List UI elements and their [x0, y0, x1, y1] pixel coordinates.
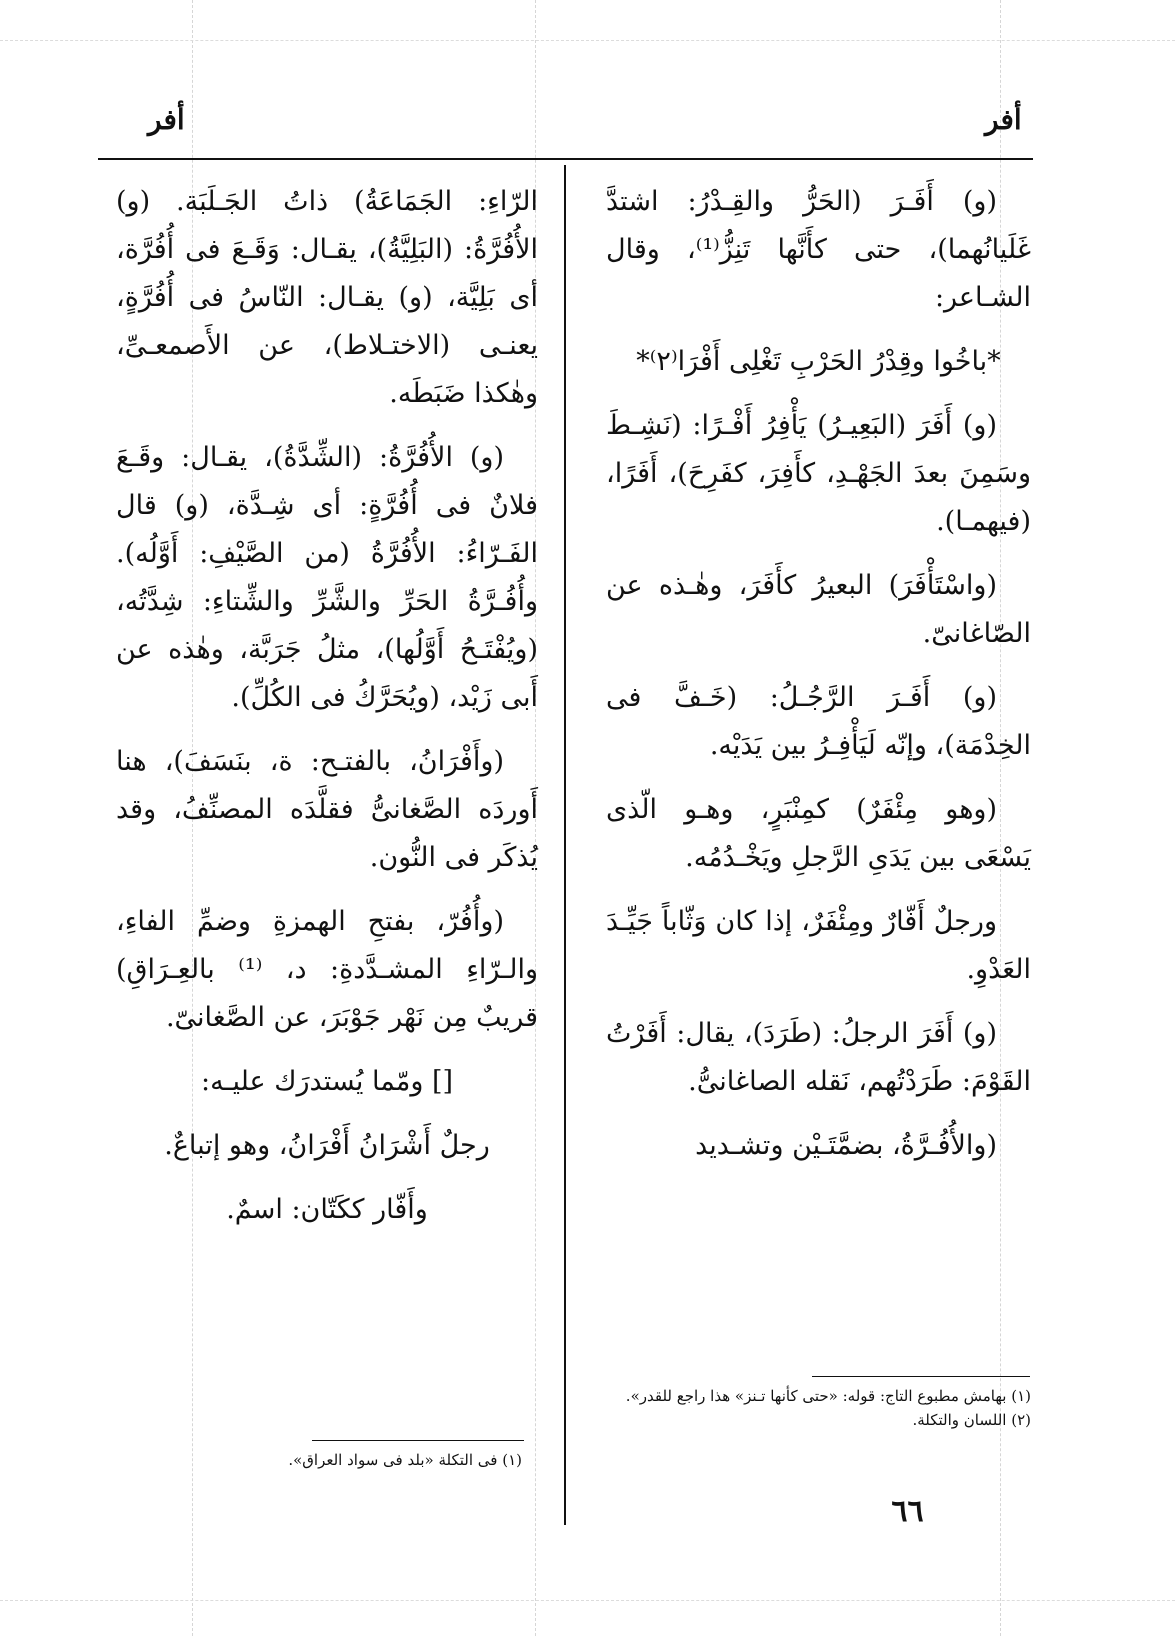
running-header-left: أفر	[148, 103, 185, 136]
paragraph: الرّاءِ: الجَمَاعَةُ) ذاتُ الجَـلَبَة. (و) الأُفُرَّةُ: (البَلِيَّةُ)، يقـال: وَقَـعَ فى أُفُرَّة، أى بَلِيَّة، (و) يقـال: النّاسُ فى أُفُرَّةٍ، يعنـى (الاختـلاط)، عن الأَصمعـىِّ، وهٰكذا ضَبَطَه.	[116, 186, 538, 409]
paragraph: ورجلٌ أَفّارٌ ومِئْفَرٌ، إذا كان وَثّاباً جَيِّـدَ العَدْوِ.	[606, 906, 1031, 985]
running-header-right: أفر	[985, 103, 1022, 136]
right-footnotes	[606, 1384, 1031, 1432]
paragraph: (وأُفُرّ، بفتحِ الهمزةِ وضمِّ الفاءِ، والـرّاءِ المشـدَّدةِ: د، ⁽¹⁾ بالعِـرَاقِ) قريبٌ مِن نَهْر جَوْبَرَ، عن الصَّغانىّ.	[116, 906, 538, 1033]
paragraph: (وأَفْرَانُ، بالفتـح: ة، بنَسَفَ)، هنا أَوردَه الصَّغانىُّ فقلَّدَه المصنِّفُ، وقد يُذكَر فى النُّون.	[116, 746, 538, 873]
paragraph: رجلٌ أَشْرَانُ أَفْرَانُ، وهو إتباعٌ.	[164, 1130, 490, 1161]
paragraph: (و) الأُفُرَّةُ: (الشِّدَّةُ)، يقـال: وقَـعَ فلانٌ فى أُفُرَّةٍ: أى شِـدَّة، (و) قال الفَـرّاءُ: الأُفُرَّةُ (من الصَّيْفِ: أَوَّلُه). وأُفُـرَّةُ الحَرِّ والشَّرِّ والشِّتاءِ: شِدَّتُه، (ويُفْتَـحُ أَوَّلُها)، مثلُ جَرَبَّة، وهٰذه عن أَبى زَيْد، (ويُحَرَّكُ فى الكُلِّ).	[116, 442, 538, 713]
left-column	[116, 178, 538, 1250]
left-footnotes	[116, 1448, 522, 1472]
paragraph: (واسْتَأْفَرَ) البعيرُ كأَفَرَ، وهٰـذه عن الصّاغانىّ.	[606, 570, 1031, 649]
scan-fold-line	[0, 1600, 1175, 1601]
footnote: (١) بهامش مطبوع التاج: قوله: «حتى كأنها تـنز» هذا راجع للقدر».	[625, 1387, 1031, 1405]
section-heading: [] ومّما يُستدرَك عليـه:	[200, 1066, 454, 1097]
scan-fold-line	[0, 40, 1175, 41]
paragraph: (و) أَفَرَ الرجلُ: (طَرَدَ)، يقال: أَفَرْتُ القَوْمَ: طَرَدْتُهم، نَقله الصاغانىُّ.	[606, 1018, 1031, 1097]
paragraph: (والأُفُـرَّةُ، بضمَّتَـيْن وتشـديد	[695, 1130, 997, 1161]
page-number-container	[0, 1494, 1175, 1529]
header-rule	[98, 158, 1033, 160]
paragraph: وأَفّار ككَتّان: اسمٌ.	[226, 1194, 428, 1225]
footnote-rule	[812, 1376, 1030, 1377]
paragraph: (و) أَفَـرَ الرَّجُـلُ: (خَـفَّ فى الخِدْمَة)، وإنّه لَيَأْفِـرُ بين يَدَيْه.	[606, 682, 1031, 761]
paragraph: (و) أَفَرَ (البَعِيـرُ) يَأْفِرُ أَفْـرًا: (نَشِـطَ وسَمِنَ بعدَ الجَهْـدِ، كأَفِرَ، كفَرِحَ)، أَفَرًا، (فيهمـا).	[606, 410, 1031, 537]
verse-line: *باخُوا وقِدْرُ الحَرْبِ تَغْلِى أَفْرَا⁽٢⁾*	[636, 346, 1001, 377]
paragraph: (و) أَفَـرَ (الحَرُّ والقِـدْرُ: اشتدَّ غَلَيانُهما)، حتى كأَنَّها تَنِزُّ⁽¹⁾، وقال الشـاعر:	[606, 186, 1031, 313]
right-column	[606, 178, 1031, 1186]
footnote: (٢) اللسان والتكلة.	[912, 1411, 1031, 1429]
footnote-rule	[312, 1440, 524, 1441]
paragraph: (وهو مِئْفَرٌ) كمِنْبَرٍ، وهـو الّذى يَسْعَى بين يَدَىِ الرَّجلِ ويَخْـدُمُه.	[606, 794, 1031, 873]
page-number: ٦٦	[891, 1494, 924, 1529]
footnote: (١) فى التكلة «بلد فى سواد العراق».	[288, 1451, 522, 1469]
column-divider	[564, 165, 566, 1525]
